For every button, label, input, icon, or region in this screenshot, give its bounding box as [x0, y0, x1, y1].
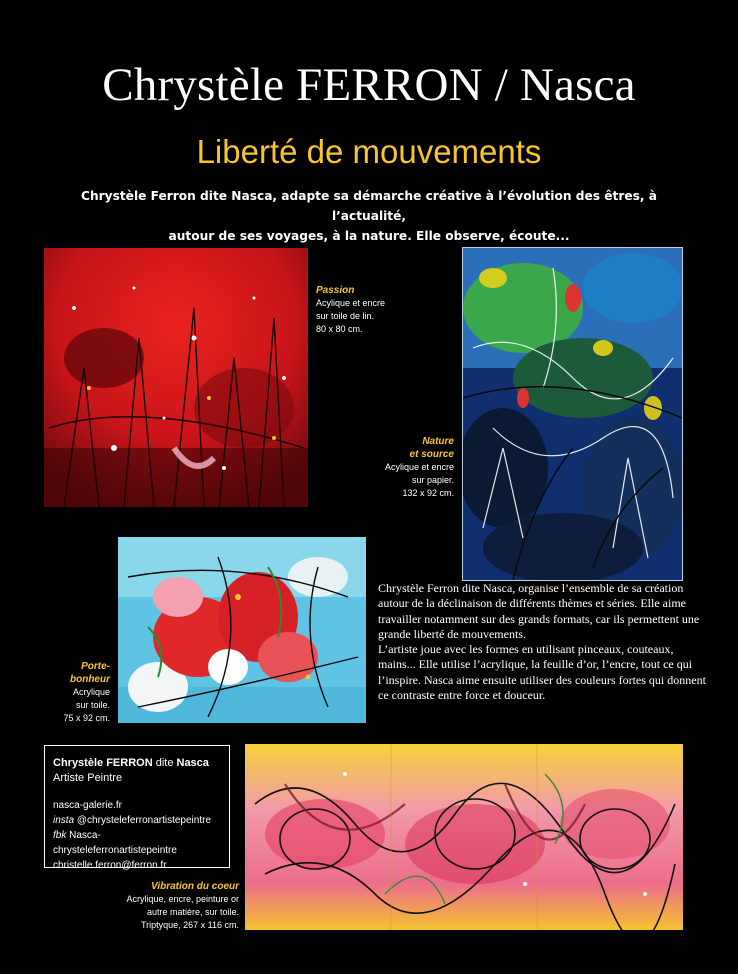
intro-line-2: autour de ses voyages, à la nature. Elle observe, écoute... [168, 229, 570, 243]
painting-vibration-du-coeur [245, 744, 683, 930]
contact-card [44, 745, 230, 871]
caption-passion [316, 284, 385, 336]
caption-porte-line2: sur toile. [75, 700, 110, 710]
body-paragraph-1: Chrystèle Ferron dite Nasca, organise l’ensemble de sa création autour de la déclinaison de différents thèmes et séries. Elle aime travailler notamment sur des grands formats, car ils permettent une grande liberté de mouvements. [378, 581, 700, 641]
caption-vibration-title: Vibration du coeur [151, 881, 239, 892]
caption-passion-line2: sur toile de lin. [316, 311, 375, 321]
caption-nature [370, 435, 454, 500]
insta-handle: @chrysteleferronartistepeintre [74, 815, 211, 826]
contact-name-dite: dite [152, 757, 177, 769]
caption-passion-title: Passion [316, 285, 355, 296]
contact-fbk[interactable] [53, 828, 221, 858]
contact-name-first: Chrystèle FERRON [53, 757, 153, 769]
contact-email[interactable]: christelle.ferron@ferron.fr [53, 860, 167, 871]
page-title: Chrystèle FERRON / Nasca [102, 59, 636, 111]
caption-nature-line3: 132 x 92 cm. [402, 488, 454, 498]
caption-vibration-line3: Triptyque, 267 x 116 cm. [140, 920, 239, 930]
caption-vibration-line1: Acrylique, encre, peinture or [126, 894, 239, 904]
body-text [378, 581, 708, 703]
painting-passion [44, 248, 308, 507]
caption-porte [44, 660, 110, 725]
caption-porte-title-1: Porte- [81, 661, 110, 672]
caption-vibration [100, 880, 239, 932]
insta-label: insta [53, 815, 75, 826]
caption-nature-line2: sur papier. [411, 475, 454, 485]
contact-insta[interactable] [53, 813, 221, 828]
caption-passion-line3: 80 x 80 cm. [316, 324, 363, 334]
intro-line-1: Chrystèle Ferron dite Nasca, adapte sa démarche créative à l’évolution des êtres, à l’actualité, [81, 189, 657, 223]
body-paragraph-2: L’artiste joue avec les formes en utilisant pinceaux, couteaux, mains... Elle utilise l’acrylique, la feuille d’or, l’encre, tout ce qui l’inspire. Nasca aime ensuite utiliser des couleurs fortes qui donnent ce contraste entre force et douceur. [378, 642, 706, 703]
caption-porte-title-2: bonheur [70, 674, 110, 685]
caption-nature-line1: Acylique et encre [384, 462, 454, 472]
fbk-label: fbk [53, 830, 67, 841]
caption-nature-title-2: et source [409, 449, 454, 460]
caption-porte-line1: Acrylique [72, 687, 110, 697]
caption-vibration-line2: autre matière, sur toile. [146, 907, 239, 917]
painting-porte-bonheur [118, 537, 366, 723]
caption-passion-line1: Acylique et encre [316, 298, 386, 308]
contact-name-alias: Nasca [176, 757, 209, 769]
contact-website[interactable]: nasca-galerie.fr [53, 800, 122, 811]
painting-nature-et-source [463, 248, 682, 580]
fbk-handle: Nasca-chrysteleferronartistepeintre [53, 830, 177, 856]
contact-role: Artiste Peintre [53, 772, 123, 784]
intro-text [60, 186, 678, 246]
page-subtitle: Liberté de mouvements [196, 133, 542, 170]
caption-porte-line3: 75 x 92 cm. [63, 713, 110, 723]
contact-name [53, 756, 221, 771]
caption-nature-title-1: Nature [422, 436, 454, 447]
